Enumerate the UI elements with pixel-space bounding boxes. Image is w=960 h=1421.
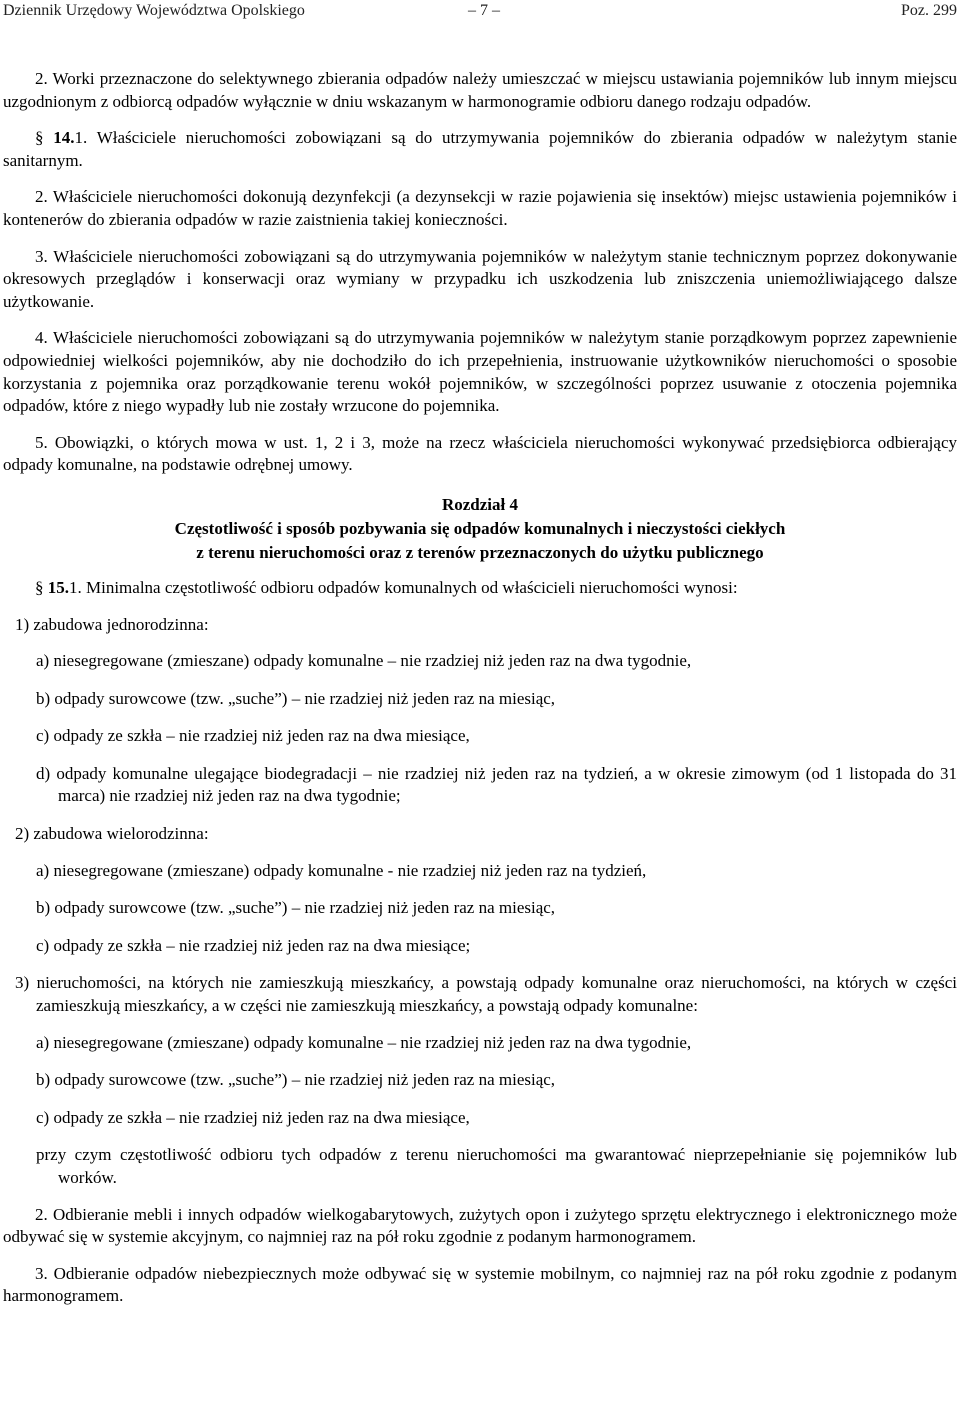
paragraph-13-2: 2. Worki przeznaczone do selektywnego zbierania odpadów należy umieszczać w miejscu ustawiania pojemników lub innym miejscu uzgodnionym z odbiorcą odpadów wyłącznie w dniu wskazanym w harmonogramie odbioru danego rodzaju odpadów. xyxy=(3,69,957,111)
section-number-15: 15. xyxy=(47,577,69,597)
item-3-c: c) odpady ze szkła – nie rzadziej niż jeden raz na dwa miesiące, xyxy=(36,1107,470,1127)
section-number-14: 14. xyxy=(53,128,75,148)
item-3-a: a) niesegregowane (zmieszane) odpady komunalne – nie rzadziej niż jeden raz na dwa tygodnie, xyxy=(36,1032,692,1052)
paragraph-15-3: 3. Odbieranie odpadów niebezpiecznych może odbywać się w systemie mobilnym, co najmniej raz na pół roku zgodnie z podanym harmonogramem. xyxy=(3,1263,957,1306)
item-1-a: a) niesegregowane (zmieszane) odpady komunalne – nie rzadziej niż jeden raz na dwa tygodnie, xyxy=(36,651,692,671)
page-header xyxy=(3,1,957,21)
closing-clause: przy czym częstotliwość odbioru tych odpadów z terenu nieruchomości ma gwarantować nieprzepełnianie się pojemników lub worków. xyxy=(36,1145,957,1187)
chapter-heading xyxy=(3,493,957,565)
item-3-b: b) odpady surowcowe (tzw. „suche”) – nie rzadziej niż jeden raz na miesiąc, xyxy=(36,1070,556,1090)
chapter-title-line-2: z terenu nieruchomości oraz z terenów przeznaczonych do użytku publicznego xyxy=(196,542,764,562)
document-body xyxy=(3,68,957,1322)
paragraph-14-3: 3. Właściciele nieruchomości zobowiązani są do utrzymywania pojemników w należytym stanie technicznym poprzez dokonywanie okresowych przeglądów i konserwacji oraz wymiany w przypadku ich uszkodzenia lub zniszczenia uniemożliwiającego dalsze użytkowanie. xyxy=(3,246,957,311)
item-1-c: c) odpady ze szkła – nie rzadziej niż jeden raz na dwa miesiące, xyxy=(36,726,470,746)
paragraph-15-1-text: 1. Minimalna częstotliwość odbioru odpadów komunalnych od właścicieli nieruchomości wynosi: xyxy=(69,577,738,597)
chapter-title-line-1: Częstotliwość i sposób pozbywania się odpadów komunalnych i nieczystości ciekłych xyxy=(174,518,786,538)
item-2-c: c) odpady ze szkła – nie rzadziej niż jeden raz na dwa miesiące; xyxy=(36,935,471,955)
chapter-number: Rozdział 4 xyxy=(441,494,519,514)
paragraph-15-2: 2. Odbieranie mebli i innych odpadów wielkogabarytowych, zużytych opon i zużytego sprzętu elektrycznego i elektronicznego może odbywać się w systemie akcyjnym, co najmniej raz na pół roku zgodnie z podanym harmonogramem. xyxy=(3,1204,957,1247)
item-2-b: b) odpady surowcowe (tzw. „suche”) – nie rzadziej niż jeden raz na miesiąc, xyxy=(36,898,556,918)
paragraph-15-1 xyxy=(3,577,957,600)
journal-title: Dziennik Urzędowy Województwa Opolskiego xyxy=(3,2,305,19)
item-1-label: 1) zabudowa jednorodzinna: xyxy=(15,614,209,634)
position-number: Poz. 299 xyxy=(901,2,957,19)
paragraph-14-2: 2. Właściciele nieruchomości dokonują dezynfekcji (a dezynsekcji w razie pojawienia się insektów) miejsc ustawienia pojemników i kontenerów do zbierania odpadów w razie zaistnienia takiej konieczności. xyxy=(3,187,957,229)
page-number: – 7 – xyxy=(468,2,500,19)
item-3-label: 3) nieruchomości, na których nie zamieszkują mieszkańcy, a powstają odpady komunalne oraz nieruchomości, na których w części zamieszkują mieszkańcy, a w części nie zamieszkują mieszkańcy, a powstają odpady komunalne: xyxy=(15,973,957,1016)
paragraph-14-5: 5. Obowiązki, o których mowa w ust. 1, 2 i 3, może na rzecz właściciela nieruchomości wykonywać przedsiębiorca odbierający odpady komunalne, na podstawie odrębnej umowy. xyxy=(3,432,957,475)
item-2-label: 2) zabudowa wielorodzinna: xyxy=(15,824,209,844)
paragraph-14-4: 4. Właściciele nieruchomości zobowiązani są do utrzymywania pojemników w należytym stanie porządkowym poprzez zapewnienie odpowiedniej wielkości pojemników, aby nie dochodziło do ich przepełnienia, instruowanie użytkowników nieruchomości o sposobie korzystania z pojemnika oraz porządkowanie terenu wokół pojemników, w szczególności poprzez usuwanie z otoczenia pojemnika odpadów, które z niego wypadły lub nie zostały wrzucone do pojemnika. xyxy=(3,328,957,416)
item-1-d: d) odpady komunalne ulegające biodegradacji – nie rzadziej niż jeden raz na tydzień, a w okresie zimowym (od 1 listopada do 31 marca) nie rzadziej niż jeden raz na dwa tygodnie; xyxy=(36,763,957,806)
paragraph-14-1-text: 1. Właściciele nieruchomości zobowiązani są do utrzymywania pojemników do zbierania odpadów w należytym stanie sanitarnym. xyxy=(3,128,957,170)
section-sign: § xyxy=(35,577,44,597)
paragraph-14-1 xyxy=(3,127,957,172)
item-2-a: a) niesegregowane (zmieszane) odpady komunalne - nie rzadziej niż jeden raz na tydzień, xyxy=(36,860,647,880)
section-sign: § xyxy=(35,128,44,148)
item-1-b: b) odpady surowcowe (tzw. „suche”) – nie rzadziej niż jeden raz na miesiąc, xyxy=(36,688,556,708)
